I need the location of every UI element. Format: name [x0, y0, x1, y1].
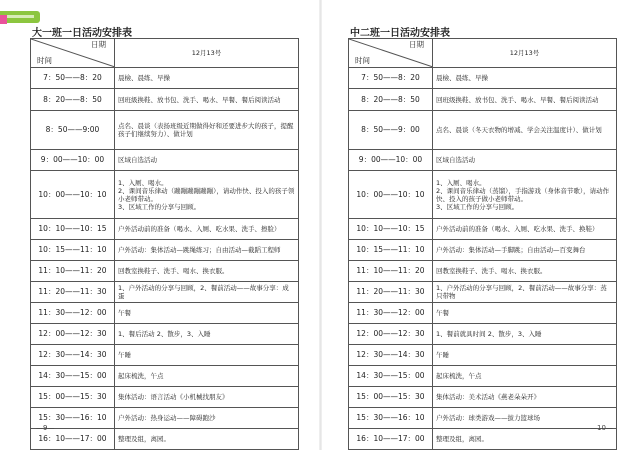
table-row	[31, 345, 299, 366]
table-row	[349, 303, 617, 324]
time-slot-cell: 11：20——11：30	[31, 282, 115, 303]
time-slot-cell: 14：30——15：00	[31, 366, 115, 387]
activity-cell: 户外活动前的准备（喝水、入厕、吃水果、洗手、换鞋）	[433, 219, 617, 240]
table-row	[349, 111, 617, 150]
header-date: 12月13号	[433, 39, 617, 68]
table-row	[31, 282, 299, 303]
activity-cell: 午睡	[115, 345, 299, 366]
table-row	[31, 366, 299, 387]
activity-cell: 集体活动：语言活动《小机械找朋友》	[115, 387, 299, 408]
table-row	[31, 68, 299, 89]
schedule-table	[30, 38, 299, 450]
table-row	[349, 282, 617, 303]
activity-cell: 户外活动前的准备（喝水、入厕、吃水果、洗手、擦脸）	[115, 219, 299, 240]
table-row	[31, 111, 299, 150]
time-slot-cell: 15：30——16：10	[31, 408, 115, 429]
activity-cell: 1、餐后活动 2、散步，3、入睡	[115, 324, 299, 345]
activity-cell: 回班级换鞋、放书包、洗手、喝水、早餐、餐后阅读活动	[433, 89, 617, 111]
time-slot-cell: 12：00——12：30	[349, 324, 433, 345]
header-time-label: 时间	[355, 56, 370, 65]
table-row	[349, 345, 617, 366]
time-slot-cell: 16：10——17：00	[31, 429, 115, 450]
header-time-label: 时间	[37, 56, 52, 65]
activity-cell: 集体活动：美术活动《燕老朵朵开》	[433, 387, 617, 408]
time-slot-cell: 8：50——9：00	[349, 111, 433, 150]
time-slot-cell: 12：30——14：30	[31, 345, 115, 366]
corner-tab-accent	[0, 15, 7, 24]
table-row	[31, 303, 299, 324]
page-title: 中二班一日活动安排表	[350, 28, 450, 39]
table-row	[349, 219, 617, 240]
header-date-label: 日期	[91, 40, 106, 49]
page-number: —9—	[36, 424, 55, 432]
table-row	[31, 324, 299, 345]
right-page	[332, 0, 632, 450]
time-slot-cell: 11：10——11：20	[349, 261, 433, 282]
page-fold	[319, 0, 322, 450]
activity-cell: 整理及组，离园。	[433, 429, 617, 450]
schedule-table	[348, 38, 617, 450]
activity-cell: 1、餐前就具时间 2、散步，3、入睡	[433, 324, 617, 345]
time-slot-cell: 10：15——11：10	[31, 240, 115, 261]
table-header-row	[31, 39, 299, 68]
table-row	[349, 261, 617, 282]
activity-cell: 点名、晨谈（冬天衣物的增减、学会关注温度计）、做计划	[433, 111, 617, 150]
table-row	[31, 150, 299, 171]
table-row	[31, 261, 299, 282]
activity-cell: 区域自选活动	[433, 150, 617, 171]
page-number: —10—	[590, 424, 613, 432]
activity-cell: 户外活动：球类游戏——拔力篮球场	[433, 408, 617, 429]
time-slot-cell: 11：30——12：00	[349, 303, 433, 324]
table-header-row	[349, 39, 617, 68]
time-slot-cell: 14：30——15：00	[349, 366, 433, 387]
table-row	[349, 324, 617, 345]
activity-cell: 起床梳洗，午点	[433, 366, 617, 387]
activity-cell: 1、户外活动的分享与回顾，2、餐前活动——故事分享：成蛋	[115, 282, 299, 303]
activity-cell: 回教室换鞋子、洗手、喝水、换衣服。	[115, 261, 299, 282]
time-slot-cell: 10：10——10：15	[31, 219, 115, 240]
time-slot-cell: 12：30——14：30	[349, 345, 433, 366]
time-slot-cell: 15：00——15：30	[349, 387, 433, 408]
time-slot-cell: 11：20——11：30	[349, 282, 433, 303]
table-row	[349, 171, 617, 219]
time-slot-cell: 10：10——10：15	[349, 219, 433, 240]
activity-cell: 午餐	[115, 303, 299, 324]
activity-cell: 整理及组，离园。	[115, 429, 299, 450]
header-date-label: 日期	[409, 40, 424, 49]
activity-cell: 户外活动：集体活动—跳绳练习；自由活动—截蹈工程师	[115, 240, 299, 261]
table-row	[31, 429, 299, 450]
table-row	[349, 89, 617, 111]
activity-cell: 午餐	[433, 303, 617, 324]
activity-cell: 户外活动：热身运动——障碍跑沙	[115, 408, 299, 429]
table-row	[349, 366, 617, 387]
table-row	[349, 68, 617, 89]
activity-cell: 起床梳洗，午点	[115, 366, 299, 387]
time-slot-cell: 16：10——17：00	[349, 429, 433, 450]
table-row	[349, 387, 617, 408]
time-slot-cell: 8：20——8：50	[31, 89, 115, 111]
time-slot-cell: 10：00——10：10	[31, 171, 115, 219]
table-row	[349, 408, 617, 429]
time-slot-cell: 15：00——15：30	[31, 387, 115, 408]
time-slot-cell: 9：00——10：00	[31, 150, 115, 171]
time-slot-cell: 11：30——12：00	[31, 303, 115, 324]
activity-cell: 回教室换鞋子、洗手、喝水、换衣服。	[433, 261, 617, 282]
time-slot-cell: 8：20——8：50	[349, 89, 433, 111]
activity-cell: 户外活动：集体活动—手脚跳；自由活动—百变舞台	[433, 240, 617, 261]
header-diagonal-cell	[31, 39, 115, 68]
activity-cell: 区域自选活动	[115, 150, 299, 171]
activity-cell: 晨檢、晨练、早操	[433, 68, 617, 89]
table-row	[31, 240, 299, 261]
time-slot-cell: 15：30——16：10	[349, 408, 433, 429]
table-row	[349, 429, 617, 450]
table-row	[31, 387, 299, 408]
time-slot-cell: 8：50——9:00	[31, 111, 115, 150]
activity-cell: 1、入厕、喝水。 2、课间音乐律动（蹦蹦蹦蹦蹦蹦），请动作快、投入的孩子领小老师带动。 3、区域工作的分享与回顾。	[115, 171, 299, 219]
time-slot-cell: 10：15——11：10	[349, 240, 433, 261]
page-title: 大一班一日活动安排表	[32, 28, 132, 39]
time-slot-cell: 7：50——8：20	[31, 68, 115, 89]
activity-cell: 午睡	[433, 345, 617, 366]
table-row	[349, 240, 617, 261]
time-slot-cell: 11：10——11：20	[31, 261, 115, 282]
time-slot-cell: 12：00——12：30	[31, 324, 115, 345]
header-diagonal-cell	[349, 39, 433, 68]
table-row	[31, 408, 299, 429]
table-row	[31, 171, 299, 219]
table-row	[31, 219, 299, 240]
activity-cell: 1、入厕、喝水。 2、课间音乐律动（蒸馏），手指游戏（身体音节歌），请动作快、投入的孩子做小老师带动。 3、区域工作的分享与回顾。	[433, 171, 617, 219]
table-row	[31, 89, 299, 111]
activity-cell: 晨檢、晨练、早操	[115, 68, 299, 89]
table-row	[349, 150, 617, 171]
time-slot-cell: 10：00——10：10	[349, 171, 433, 219]
activity-cell: 1、户外活动的分享与回顾，2、餐前活动——故事分享：蒸只带物	[433, 282, 617, 303]
time-slot-cell: 9：00——10：00	[349, 150, 433, 171]
header-date: 12月13号	[115, 39, 299, 68]
activity-cell: 点名、晨谈（表扬班级近期做得好和还要进步大的孩子，提醒孩子们继续努力）、做计划	[115, 111, 299, 150]
activity-cell: 回班級换鞋、放书包、洗手、喝水、早餐、餐后阅读活动	[115, 89, 299, 111]
time-slot-cell: 7：50——8：20	[349, 68, 433, 89]
left-page	[14, 0, 314, 450]
